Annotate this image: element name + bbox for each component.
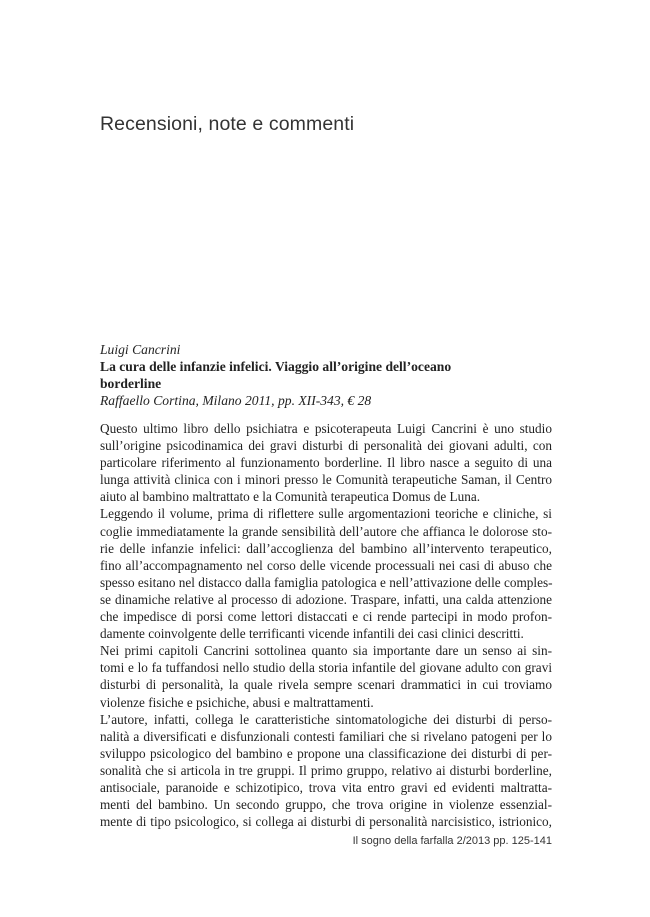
body-text-line: sull’origine psicodinamica dei gravi disturbi di personalità dei giovani adulti, con [100,438,552,454]
body-text-line: damente coinvolgente delle terrificanti vicende infantili dei casi clinici descritti. [100,626,524,642]
body-text-line: Leggendo il volume, prima di riflettere sulle argomentazioni teoriche e cliniche, si [100,506,552,522]
book-title [100,358,552,392]
book-title-line-1: La cura delle infanzie infelici. Viaggio all’origine dell’oceano [100,359,452,374]
body-text-line: rie delle infanzie infelici: dall’accoglienza del bambino all’intervento terapeutico, [100,540,552,556]
page-footer-citation: Il sogno della farfalla 2/2013 pp. 125-141 [352,835,552,847]
body-text-line: Nei primi capitoli Cancrini sottolinea quanto sia importante dare un senso ai sin- [100,643,552,659]
book-author: Luigi Cancrini [100,342,181,357]
book-title-line-2: borderline [100,376,162,391]
body-text-line: sviluppo psicologico del bambino e propone una classificazione dei disturbi di per- [100,745,552,761]
section-title: Recensioni, note e commenti [100,113,355,135]
body-text-line: Questo ultimo libro dello psichiatra e psicoterapeuta Luigi Cancrini è uno studio [100,421,552,436]
body-text-line: menti del bambino. Un secondo gruppo, che trova origine in violenze essenzial- [100,797,552,813]
body-text-line: violenze fisiche e psichiche, abusi e maltrattamenti. [100,694,374,710]
body-text-line: mente di tipo psicologico, si collega ai disturbi di personalità narcisistico, istrionico, [100,814,552,830]
body-text-line: spesso esitano nel distacco dalla famiglia patologica e nell’attivazione delle comples- [100,574,553,590]
body-text-line: coglie immediatamente la grande sensibilità dell’autore che affianca le dolorose sto- [100,523,552,539]
body-text-line: se dinamiche relative al processo di adozione. Traspare, infatti, una calda attenzione [100,591,552,607]
body-text-line: che impedisce di porsi come lettori distaccati e ci rende partecipi in modo profon- [100,609,552,625]
review-body [100,420,552,830]
body-text-line: sonalità che si articola in tre gruppi. Il primo gruppo, relativo ai disturbi borderline, [100,762,552,778]
body-text-line: particolare riferimento al funzionamento borderline. Il libro nasce a seguito di una [100,455,552,471]
body-text-line: lunga attività clinica con i minori presso le Comunità terapeutiche Saman, il Centro [100,472,552,488]
body-text-line: aiuto al bambino maltrattato e la Comunità terapeutica Domus de Luna. [100,489,481,505]
review-header [100,341,552,409]
body-text-line: L’autore, infatti, collega le caratteristiche sintomatologiche dei disturbi di perso- [100,711,552,727]
body-text-line: nalità a diversificati e disfunzionali contesti familiari che si rivelano patogeni per lo [100,728,552,744]
body-text-line: antisociale, paranoide e schizotipico, trova vita entro gravi ed evidenti maltratta- [100,779,552,795]
body-text-line: disturbi di personalità, la quale rivela sempre scenari drammatici in cui troviamo [100,677,552,693]
book-publisher: Raffaello Cortina, Milano 2011, pp. XII-343, € 28 [100,393,372,408]
body-text-line: fino all’accompagnamento nel corso delle vicende processuali nei casi di abuso che [100,557,552,573]
body-text-line: tomi e lo fa tuffandosi nello studio della storia infantile del giovane adulto con gravi [100,660,552,676]
